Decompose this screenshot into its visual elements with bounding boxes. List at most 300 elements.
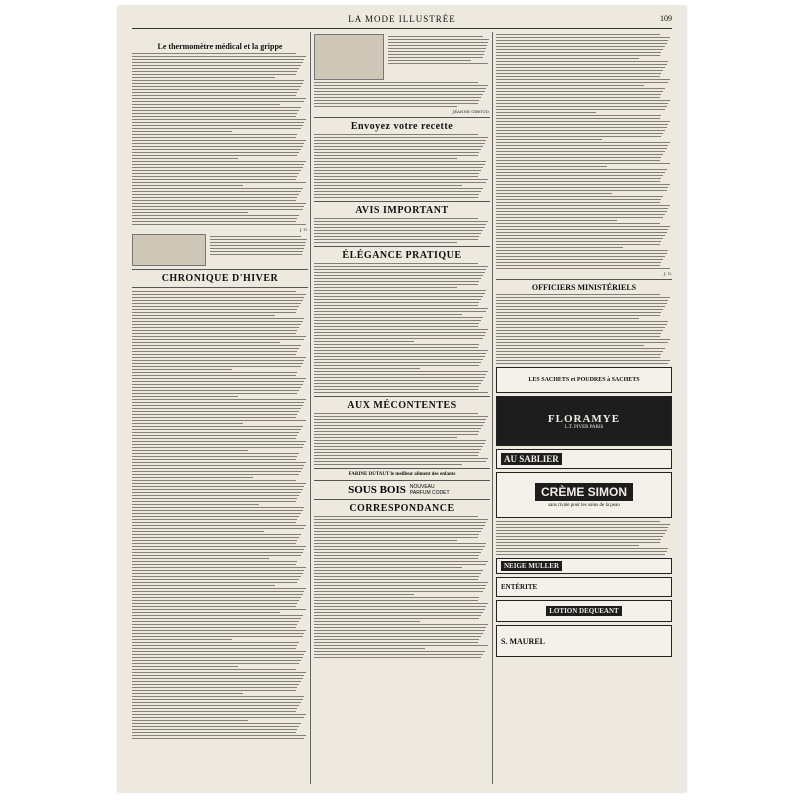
text-line — [132, 450, 248, 451]
text-line — [388, 51, 485, 52]
text-line — [314, 558, 478, 559]
text-line — [314, 603, 488, 604]
text-line — [314, 158, 457, 159]
text-line — [314, 519, 488, 520]
article-body — [314, 82, 490, 107]
text-line — [314, 224, 486, 225]
text-line — [314, 657, 481, 658]
text-line — [314, 633, 483, 634]
text-line — [314, 422, 485, 423]
text-line — [496, 61, 668, 62]
article-title: Envoyez votre recette — [350, 121, 454, 132]
text-line — [132, 333, 296, 334]
text-line — [496, 151, 665, 152]
text-line — [132, 594, 303, 595]
text-line — [132, 345, 301, 346]
text-line — [496, 97, 660, 98]
text-line — [314, 302, 479, 303]
text-line — [132, 597, 301, 598]
text-line — [496, 551, 667, 552]
text-line — [132, 501, 296, 502]
text-line — [132, 633, 304, 634]
text-line — [496, 318, 639, 319]
text-line — [132, 510, 303, 511]
text-line — [496, 145, 668, 146]
text-line — [132, 89, 299, 90]
text-line — [132, 600, 299, 601]
text-line — [496, 163, 670, 164]
text-line — [314, 152, 479, 153]
divider — [314, 468, 490, 469]
text-line — [132, 134, 297, 135]
text-line — [496, 121, 670, 122]
text-line — [132, 516, 299, 517]
text-line — [314, 588, 485, 589]
text-line — [496, 196, 663, 197]
text-line — [314, 642, 478, 643]
text-line — [132, 375, 296, 376]
text-line — [132, 369, 232, 370]
text-line — [496, 324, 667, 325]
text-line — [314, 639, 479, 640]
text-line — [314, 425, 483, 426]
text-line — [132, 546, 306, 547]
text-line — [132, 176, 297, 177]
text-line — [496, 265, 660, 266]
text-line — [496, 175, 663, 176]
advertisement-creme-simon — [496, 472, 672, 518]
text-line — [132, 528, 304, 529]
text-line — [314, 413, 478, 414]
article-title: AUX MÉCONTENTES — [347, 400, 457, 411]
text-line — [132, 360, 304, 361]
notice-body — [314, 218, 490, 243]
text-line — [132, 294, 306, 295]
text-line — [496, 91, 663, 92]
text-line — [314, 85, 488, 86]
text-line — [132, 372, 297, 373]
text-line — [132, 209, 303, 210]
text-line — [314, 600, 478, 601]
text-line — [314, 546, 485, 547]
text-line — [132, 537, 299, 538]
text-line — [314, 275, 483, 276]
text-line — [132, 603, 297, 604]
text-line — [314, 281, 479, 282]
text-line — [314, 627, 486, 628]
text-line — [132, 495, 299, 496]
advertisement-farine: FARINE DUTAUT le meilleur aliment des enfants — [348, 472, 456, 477]
text-line — [496, 363, 668, 364]
text-line — [388, 54, 484, 55]
text-line — [496, 256, 665, 257]
text-line — [496, 172, 665, 173]
text-line — [132, 558, 269, 559]
text-line — [314, 326, 478, 327]
article-title: CORRESPONDANCE — [349, 503, 455, 514]
text-line — [314, 143, 485, 144]
text-line — [496, 100, 670, 101]
text-line — [314, 173, 479, 174]
text-line — [496, 262, 661, 263]
ad-brand: CRÈME SIMON — [535, 483, 633, 501]
text-line — [132, 77, 275, 78]
article-signature: J. G. — [299, 227, 308, 232]
text-line — [496, 250, 668, 251]
text-line — [496, 127, 667, 128]
text-line — [496, 40, 668, 41]
text-line — [496, 79, 670, 80]
text-line — [314, 356, 485, 357]
text-line — [496, 342, 668, 343]
text-line — [496, 148, 667, 149]
text-line — [132, 74, 296, 75]
text-line — [314, 230, 483, 231]
text-line — [132, 609, 306, 610]
text-line — [132, 119, 306, 120]
text-line — [496, 46, 665, 47]
text-line — [132, 83, 303, 84]
text-line — [314, 594, 414, 595]
text-line — [132, 639, 232, 640]
text-line — [132, 206, 304, 207]
text-line — [314, 239, 478, 240]
text-line — [496, 360, 670, 361]
text-line — [496, 354, 661, 355]
text-line — [132, 143, 304, 144]
text-line — [132, 390, 299, 391]
text-line — [314, 278, 481, 279]
text-line — [314, 266, 488, 267]
text-line — [496, 55, 660, 56]
text-line — [496, 223, 660, 224]
text-line — [132, 224, 306, 225]
text-line — [314, 540, 457, 541]
text-line — [314, 242, 457, 243]
text-line — [314, 582, 488, 583]
text-line — [132, 107, 301, 108]
text-line — [314, 188, 483, 189]
text-line — [496, 133, 663, 134]
text-line — [132, 627, 296, 628]
article-body — [496, 34, 672, 269]
text-line — [132, 200, 296, 201]
text-line — [496, 181, 660, 182]
text-line — [132, 161, 306, 162]
text-line — [132, 591, 304, 592]
text-line — [314, 103, 478, 104]
text-line — [496, 539, 661, 540]
text-line — [496, 94, 661, 95]
text-line — [132, 684, 299, 685]
text-line — [132, 173, 299, 174]
text-line — [132, 86, 301, 87]
text-line — [314, 371, 488, 372]
text-line — [314, 597, 479, 598]
text-line — [314, 543, 486, 544]
text-line — [132, 221, 296, 222]
text-line — [132, 447, 303, 448]
text-line — [496, 166, 607, 167]
text-line — [132, 212, 248, 213]
text-line — [210, 245, 305, 246]
text-line — [314, 449, 481, 450]
text-line — [496, 524, 670, 525]
text-line — [314, 464, 462, 465]
newspaper-page — [118, 6, 686, 792]
section-title: OFFICIERS MINISTÉRIELS — [531, 283, 637, 292]
text-line — [132, 477, 253, 478]
text-line — [314, 389, 478, 390]
text-line — [314, 344, 479, 345]
text-line — [132, 179, 296, 180]
text-line — [132, 678, 303, 679]
text-line — [132, 218, 297, 219]
text-line — [132, 381, 304, 382]
column-divider — [492, 32, 493, 784]
text-line — [132, 68, 299, 69]
text-line — [314, 383, 481, 384]
text-line — [132, 702, 301, 703]
text-line — [132, 693, 243, 694]
text-line — [314, 323, 479, 324]
text-line — [132, 324, 301, 325]
text-line — [132, 309, 297, 310]
text-line — [132, 621, 299, 622]
text-line — [132, 618, 301, 619]
text-line — [496, 118, 660, 119]
text-line — [496, 82, 668, 83]
text-line — [132, 657, 303, 658]
text-line — [496, 208, 668, 209]
text-line — [314, 440, 486, 441]
text-line — [314, 149, 481, 150]
text-line — [314, 106, 457, 107]
text-line — [132, 672, 306, 673]
text-line — [314, 386, 479, 387]
advertisement-sablier — [496, 449, 672, 469]
text-line — [496, 67, 665, 68]
text-line — [314, 146, 483, 147]
article-body — [314, 263, 490, 393]
text-line — [132, 498, 297, 499]
text-line — [132, 203, 306, 204]
text-line — [314, 329, 488, 330]
text-line — [314, 167, 483, 168]
text-line — [314, 368, 420, 369]
text-line — [132, 414, 297, 415]
text-line — [132, 699, 303, 700]
article-body — [132, 291, 308, 739]
text-line — [132, 315, 275, 316]
text-line — [314, 350, 488, 351]
text-line — [132, 140, 306, 141]
text-line — [314, 221, 488, 222]
text-line — [496, 268, 670, 269]
text-line — [132, 411, 299, 412]
article-body — [314, 516, 490, 658]
ad-brand: AU SABLIER — [501, 453, 562, 465]
text-line — [314, 624, 488, 625]
text-line — [496, 321, 668, 322]
text-line — [314, 648, 425, 649]
article-title: Le thermomètre médical et la grippe — [157, 42, 283, 51]
text-line — [314, 458, 488, 459]
text-line — [388, 36, 483, 37]
text-line — [132, 318, 304, 319]
text-line — [132, 131, 232, 132]
text-line — [496, 303, 667, 304]
text-line — [496, 58, 639, 59]
text-line — [496, 259, 663, 260]
text-line — [314, 179, 488, 180]
text-line — [496, 327, 665, 328]
text-line — [314, 91, 485, 92]
text-line — [314, 416, 488, 417]
text-line — [314, 347, 478, 348]
illustration-image — [132, 234, 206, 266]
text-line — [314, 269, 486, 270]
text-line — [132, 519, 297, 520]
ad-brand: ENTÉRITE — [501, 583, 538, 591]
text-line — [132, 630, 306, 631]
text-line — [132, 687, 297, 688]
text-line — [132, 624, 297, 625]
text-line — [314, 185, 462, 186]
text-line — [314, 137, 488, 138]
text-line — [132, 146, 303, 147]
text-line — [132, 408, 301, 409]
column-divider — [310, 32, 311, 784]
advertisement-enterite — [496, 577, 672, 597]
text-line — [132, 489, 303, 490]
text-line — [132, 708, 297, 709]
text-line — [496, 142, 670, 143]
text-line — [132, 191, 301, 192]
text-line — [314, 528, 483, 529]
article-body — [388, 34, 490, 80]
divider — [314, 201, 490, 202]
text-line — [314, 606, 486, 607]
text-line — [388, 57, 483, 58]
text-line — [132, 65, 301, 66]
text-line — [496, 357, 660, 358]
notice-title: AVIS IMPORTANT — [355, 205, 449, 216]
text-line — [132, 654, 304, 655]
text-line — [132, 726, 299, 727]
text-line — [132, 80, 304, 81]
text-line — [496, 217, 663, 218]
text-line — [314, 561, 488, 562]
text-line — [314, 618, 479, 619]
divider — [314, 396, 490, 397]
text-line — [496, 205, 670, 206]
text-line — [496, 226, 670, 227]
text-line — [314, 182, 486, 183]
text-line — [132, 474, 299, 475]
text-line — [314, 88, 486, 89]
text-line — [314, 362, 481, 363]
column-1 — [132, 32, 308, 784]
divider — [132, 269, 308, 270]
text-line — [314, 636, 481, 637]
text-line — [132, 522, 296, 523]
text-line — [132, 152, 299, 153]
text-line — [132, 549, 304, 550]
ad-subtitle: sans rivale pour les soins de la peau — [548, 502, 620, 508]
text-line — [314, 332, 486, 333]
text-line — [314, 579, 478, 580]
text-line — [496, 238, 663, 239]
text-line — [314, 176, 478, 177]
text-line — [314, 455, 478, 456]
text-line — [132, 540, 297, 541]
text-line — [314, 516, 478, 517]
text-line — [132, 636, 303, 637]
text-line — [496, 124, 668, 125]
advertisement-neige-muller — [496, 558, 672, 574]
text-line — [132, 642, 299, 643]
text-line — [496, 339, 670, 340]
text-line — [132, 342, 280, 343]
text-line — [388, 63, 488, 64]
text-line — [314, 317, 483, 318]
article-signature: J. G. — [663, 271, 672, 276]
text-line — [496, 545, 639, 546]
text-line — [314, 284, 478, 285]
ad-brand: SOUS BOIS — [348, 484, 406, 496]
text-line — [132, 137, 296, 138]
text-line — [496, 351, 663, 352]
text-line — [132, 393, 297, 394]
text-line — [132, 471, 301, 472]
text-line — [132, 402, 304, 403]
text-line — [132, 696, 304, 697]
text-line — [132, 441, 306, 442]
text-line — [314, 296, 483, 297]
text-line — [314, 621, 420, 622]
text-line — [314, 431, 479, 432]
text-line — [132, 378, 306, 379]
text-line — [496, 554, 665, 555]
text-line — [496, 548, 668, 549]
text-line — [314, 531, 481, 532]
text-line — [132, 297, 304, 298]
text-line — [314, 609, 485, 610]
text-line — [132, 92, 297, 93]
text-line — [132, 651, 306, 652]
text-line — [496, 115, 661, 116]
text-line — [496, 333, 661, 334]
text-line — [132, 366, 301, 367]
article-body — [314, 134, 490, 198]
text-line — [132, 561, 297, 562]
text-line — [132, 71, 297, 72]
text-line — [132, 300, 303, 301]
text-line — [496, 309, 663, 310]
text-line — [314, 549, 483, 550]
text-line — [314, 320, 481, 321]
text-line — [496, 315, 660, 316]
text-line — [132, 351, 297, 352]
text-line — [132, 291, 296, 292]
text-line — [132, 363, 303, 364]
text-line — [496, 300, 668, 301]
text-line — [132, 158, 238, 159]
text-line — [496, 112, 596, 113]
text-line — [496, 70, 663, 71]
text-line — [132, 95, 296, 96]
